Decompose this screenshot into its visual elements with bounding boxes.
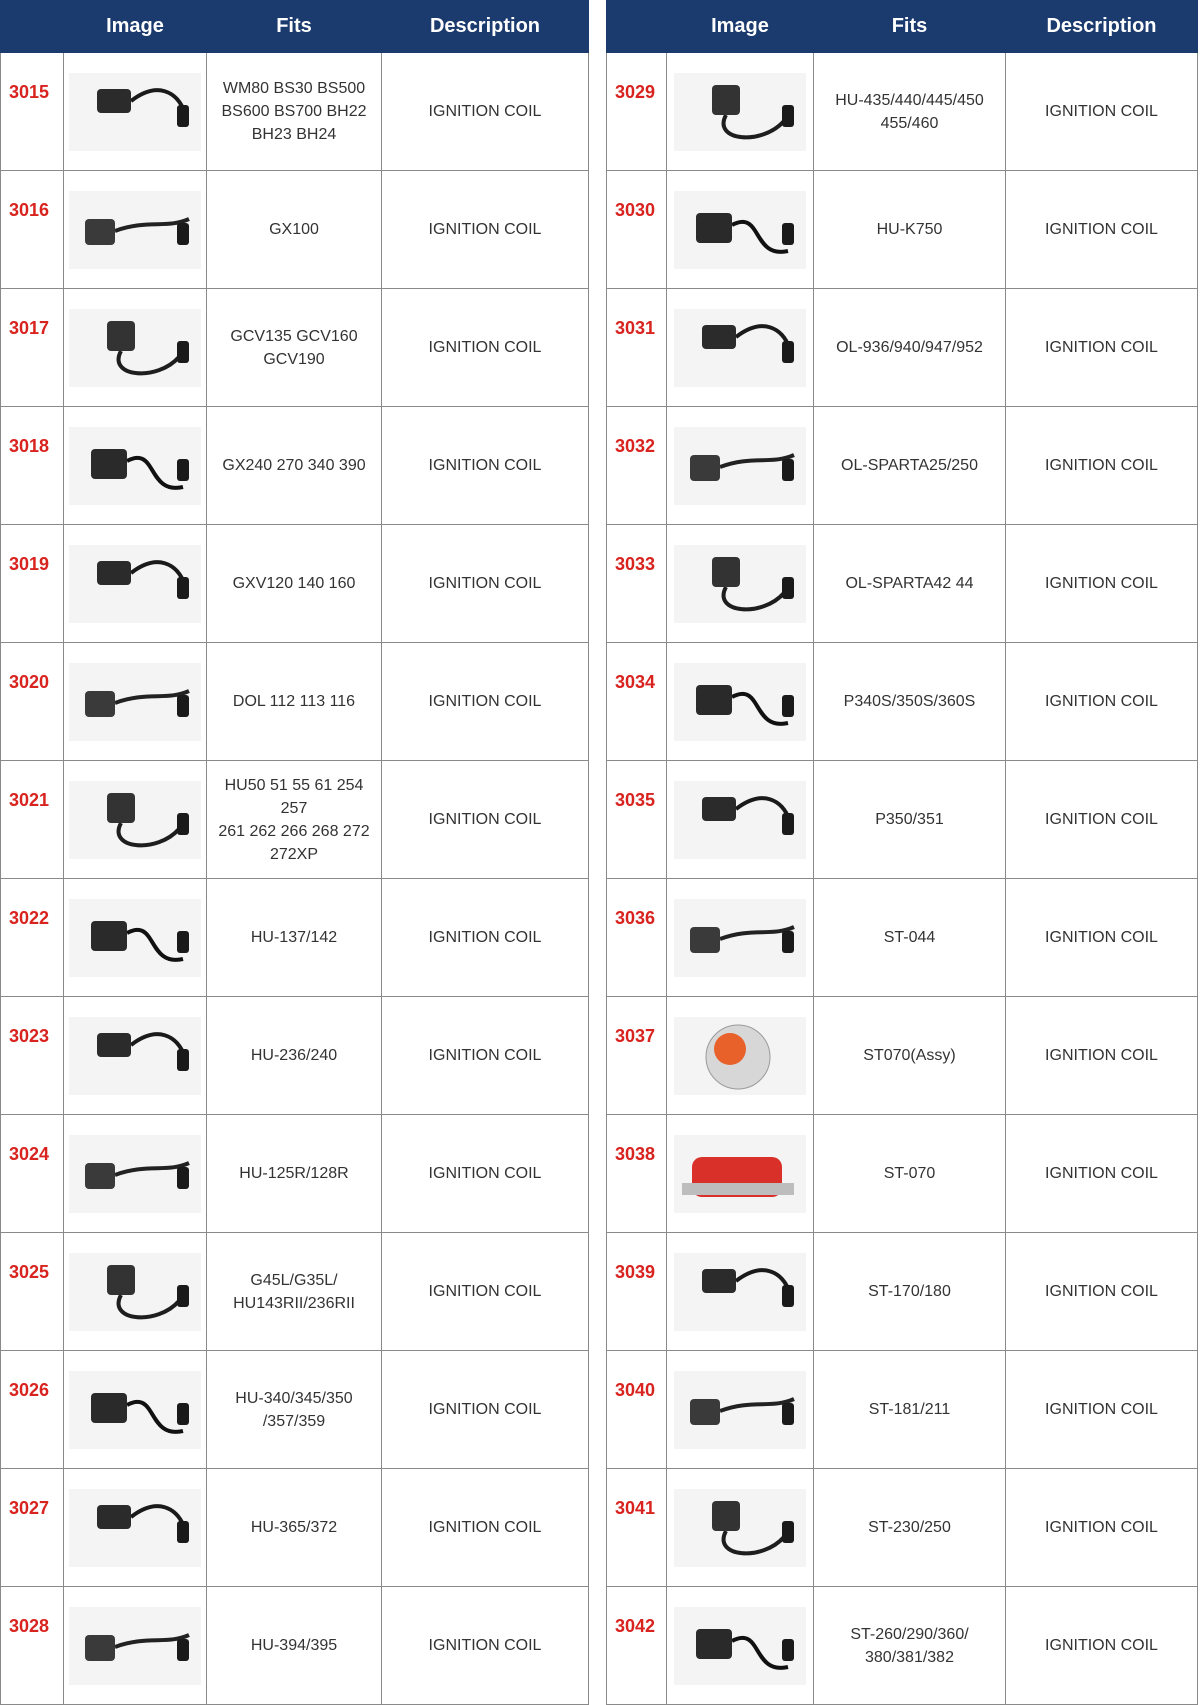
fits-cell: DOL 112 113 116 xyxy=(207,643,382,761)
fits-cell: HU-236/240 xyxy=(207,997,382,1115)
part-number: 3033 xyxy=(607,525,667,643)
table-row xyxy=(1,879,589,997)
part-image-cell xyxy=(64,171,207,289)
description-cell: IGNITION COIL xyxy=(1006,879,1198,997)
description-cell: IGNITION COIL xyxy=(1006,1469,1198,1587)
part-image-cell xyxy=(64,525,207,643)
ignition-coil-photo xyxy=(67,897,203,979)
ignition-coil-photo xyxy=(672,779,808,861)
part-image-cell xyxy=(64,1115,207,1233)
part-number: 3029 xyxy=(607,53,667,171)
header-row xyxy=(607,1,1198,53)
ignition-coil-photo xyxy=(67,1369,203,1451)
fits-cell: ST070(Assy) xyxy=(814,997,1006,1115)
header-description: Description xyxy=(382,1,589,53)
header-image: Image xyxy=(667,1,814,53)
ignition-coil-photo xyxy=(672,1251,808,1333)
fits-cell: GX240 270 340 390 xyxy=(207,407,382,525)
fits-cell: OL-SPARTA25/250 xyxy=(814,407,1006,525)
part-number: 3041 xyxy=(607,1469,667,1587)
table-row xyxy=(607,1233,1198,1351)
fits-cell: ST-260/290/360/ 380/381/382 xyxy=(814,1587,1006,1705)
catalog-table-left xyxy=(0,0,589,1705)
fits-cell: OL-936/940/947/952 xyxy=(814,289,1006,407)
fits-cell: ST-044 xyxy=(814,879,1006,997)
part-image-cell xyxy=(64,643,207,761)
part-image-cell xyxy=(64,761,207,879)
table-row xyxy=(1,289,589,407)
part-number: 3039 xyxy=(607,1233,667,1351)
table-row xyxy=(1,761,589,879)
description-cell: IGNITION COIL xyxy=(382,1351,589,1469)
part-number: 3035 xyxy=(607,761,667,879)
fits-cell: ST-181/211 xyxy=(814,1351,1006,1469)
part-image-cell xyxy=(667,1115,814,1233)
header-image: Image xyxy=(64,1,207,53)
table-row xyxy=(1,407,589,525)
description-cell: IGNITION COIL xyxy=(382,407,589,525)
fits-cell: GX100 xyxy=(207,171,382,289)
table-row xyxy=(1,525,589,643)
table-row xyxy=(607,1351,1198,1469)
part-number: 3026 xyxy=(1,1351,64,1469)
fits-cell: P340S/350S/360S xyxy=(814,643,1006,761)
ignition-coil-photo xyxy=(67,661,203,743)
description-cell: IGNITION COIL xyxy=(1006,761,1198,879)
table-row xyxy=(607,761,1198,879)
part-number: 3030 xyxy=(607,171,667,289)
part-number: 3019 xyxy=(1,525,64,643)
fits-cell: HU-435/440/445/450 455/460 xyxy=(814,53,1006,171)
ignition-coil-photo xyxy=(672,307,808,389)
fits-cell: OL-SPARTA42 44 xyxy=(814,525,1006,643)
description-cell: IGNITION COIL xyxy=(1006,289,1198,407)
table-row xyxy=(607,643,1198,761)
part-number: 3021 xyxy=(1,761,64,879)
header-row xyxy=(1,1,589,53)
description-cell: IGNITION COIL xyxy=(382,1587,589,1705)
part-number: 3042 xyxy=(607,1587,667,1705)
part-image-cell xyxy=(667,761,814,879)
ignition-coil-photo xyxy=(67,543,203,625)
part-image-cell xyxy=(64,997,207,1115)
part-image-cell xyxy=(667,1233,814,1351)
ignition-coil-photo xyxy=(672,189,808,271)
part-number: 3027 xyxy=(1,1469,64,1587)
table-row xyxy=(1,1115,589,1233)
description-cell: IGNITION COIL xyxy=(382,1115,589,1233)
fits-cell: P350/351 xyxy=(814,761,1006,879)
part-number: 3016 xyxy=(1,171,64,289)
part-image-cell xyxy=(667,643,814,761)
table-row xyxy=(607,1115,1198,1233)
ignition-coil-photo xyxy=(672,71,808,153)
header-part-no xyxy=(607,1,667,53)
description-cell: IGNITION COIL xyxy=(382,171,589,289)
ignition-coil-photo xyxy=(67,779,203,861)
description-cell: IGNITION COIL xyxy=(382,761,589,879)
table-row xyxy=(1,643,589,761)
description-cell: IGNITION COIL xyxy=(382,643,589,761)
fits-cell: GCV135 GCV160 GCV190 xyxy=(207,289,382,407)
part-number: 3031 xyxy=(607,289,667,407)
ignition-coil-photo xyxy=(67,1133,203,1215)
part-image-cell xyxy=(667,997,814,1115)
fits-cell: HU50 51 55 61 254 257 261 262 266 268 272 272XP xyxy=(207,761,382,879)
part-image-cell xyxy=(667,1351,814,1469)
header-description: Description xyxy=(1006,1,1198,53)
description-cell: IGNITION COIL xyxy=(1006,525,1198,643)
ignition-coil-photo xyxy=(67,1251,203,1333)
part-number: 3025 xyxy=(1,1233,64,1351)
part-number: 3017 xyxy=(1,289,64,407)
table-row xyxy=(1,1351,589,1469)
ignition-coil-photo xyxy=(67,1487,203,1569)
ignition-coil-photo xyxy=(67,307,203,389)
table-row xyxy=(607,289,1198,407)
fits-cell: ST-230/250 xyxy=(814,1469,1006,1587)
description-cell: IGNITION COIL xyxy=(382,997,589,1115)
part-number: 3015 xyxy=(1,53,64,171)
ignition-coil-photo xyxy=(672,1487,808,1569)
part-number: 3038 xyxy=(607,1115,667,1233)
fits-cell: HU-137/142 xyxy=(207,879,382,997)
part-image-cell xyxy=(667,1469,814,1587)
ignition-coil-photo xyxy=(67,1015,203,1097)
ignition-coil-photo xyxy=(67,425,203,507)
table-row xyxy=(607,407,1198,525)
part-image-cell xyxy=(667,879,814,997)
part-image-cell xyxy=(667,53,814,171)
part-number: 3023 xyxy=(1,997,64,1115)
part-number: 3018 xyxy=(1,407,64,525)
table-row xyxy=(607,997,1198,1115)
table-row xyxy=(1,1587,589,1705)
description-cell: IGNITION COIL xyxy=(1006,53,1198,171)
part-image-cell xyxy=(667,407,814,525)
part-number: 3034 xyxy=(607,643,667,761)
description-cell: IGNITION COIL xyxy=(1006,407,1198,525)
header-fits: Fits xyxy=(814,1,1006,53)
part-image-cell xyxy=(64,879,207,997)
catalog-table-right xyxy=(606,0,1198,1705)
fits-cell: HU-K750 xyxy=(814,171,1006,289)
ignition-coil-photo xyxy=(672,1369,808,1451)
fits-cell: ST-170/180 xyxy=(814,1233,1006,1351)
ignition-coil-photo xyxy=(672,1015,808,1097)
part-image-cell xyxy=(667,525,814,643)
part-image-cell xyxy=(667,1587,814,1705)
fits-cell: ST-070 xyxy=(814,1115,1006,1233)
ignition-coil-photo xyxy=(672,1133,808,1215)
fits-cell: HU-340/345/350 /357/359 xyxy=(207,1351,382,1469)
part-number: 3028 xyxy=(1,1587,64,1705)
part-image-cell xyxy=(64,289,207,407)
part-number: 3037 xyxy=(607,997,667,1115)
table-row xyxy=(607,53,1198,171)
table-row xyxy=(607,879,1198,997)
table-row xyxy=(607,1587,1198,1705)
part-number: 3022 xyxy=(1,879,64,997)
table-row xyxy=(607,1469,1198,1587)
description-cell: IGNITION COIL xyxy=(1006,1233,1198,1351)
ignition-coil-photo xyxy=(672,897,808,979)
table-row xyxy=(1,1233,589,1351)
table-row xyxy=(1,53,589,171)
part-image-cell xyxy=(64,1233,207,1351)
part-number: 3040 xyxy=(607,1351,667,1469)
description-cell: IGNITION COIL xyxy=(382,1233,589,1351)
fits-cell: GXV120 140 160 xyxy=(207,525,382,643)
part-number: 3024 xyxy=(1,1115,64,1233)
fits-cell: HU-125R/128R xyxy=(207,1115,382,1233)
fits-cell: HU-394/395 xyxy=(207,1587,382,1705)
part-number: 3032 xyxy=(607,407,667,525)
description-cell: IGNITION COIL xyxy=(1006,643,1198,761)
description-cell: IGNITION COIL xyxy=(1006,997,1198,1115)
table-row xyxy=(607,171,1198,289)
part-image-cell xyxy=(667,171,814,289)
fits-cell: WM80 BS30 BS500 BS600 BS700 BH22 BH23 BH24 xyxy=(207,53,382,171)
header-fits: Fits xyxy=(207,1,382,53)
part-image-cell xyxy=(64,1351,207,1469)
description-cell: IGNITION COIL xyxy=(1006,1351,1198,1469)
table-row xyxy=(607,525,1198,643)
fits-cell: G45L/G35L/ HU143RII/236RII xyxy=(207,1233,382,1351)
description-cell: IGNITION COIL xyxy=(382,289,589,407)
table-row xyxy=(1,1469,589,1587)
part-number: 3036 xyxy=(607,879,667,997)
part-image-cell xyxy=(64,407,207,525)
table-row xyxy=(1,997,589,1115)
part-number: 3020 xyxy=(1,643,64,761)
description-cell: IGNITION COIL xyxy=(1006,1115,1198,1233)
description-cell: IGNITION COIL xyxy=(382,879,589,997)
description-cell: IGNITION COIL xyxy=(1006,171,1198,289)
part-image-cell xyxy=(64,1587,207,1705)
fits-cell: HU-365/372 xyxy=(207,1469,382,1587)
part-image-cell xyxy=(64,1469,207,1587)
ignition-coil-photo xyxy=(672,1605,808,1687)
part-image-cell xyxy=(667,289,814,407)
ignition-coil-photo xyxy=(672,425,808,507)
ignition-coil-photo xyxy=(67,1605,203,1687)
ignition-coil-photo xyxy=(67,71,203,153)
ignition-coil-photo xyxy=(672,661,808,743)
header-part-no xyxy=(1,1,64,53)
description-cell: IGNITION COIL xyxy=(382,1469,589,1587)
ignition-coil-photo xyxy=(67,189,203,271)
table-row xyxy=(1,171,589,289)
description-cell: IGNITION COIL xyxy=(382,525,589,643)
description-cell: IGNITION COIL xyxy=(1006,1587,1198,1705)
description-cell: IGNITION COIL xyxy=(382,53,589,171)
ignition-coil-photo xyxy=(672,543,808,625)
part-image-cell xyxy=(64,53,207,171)
